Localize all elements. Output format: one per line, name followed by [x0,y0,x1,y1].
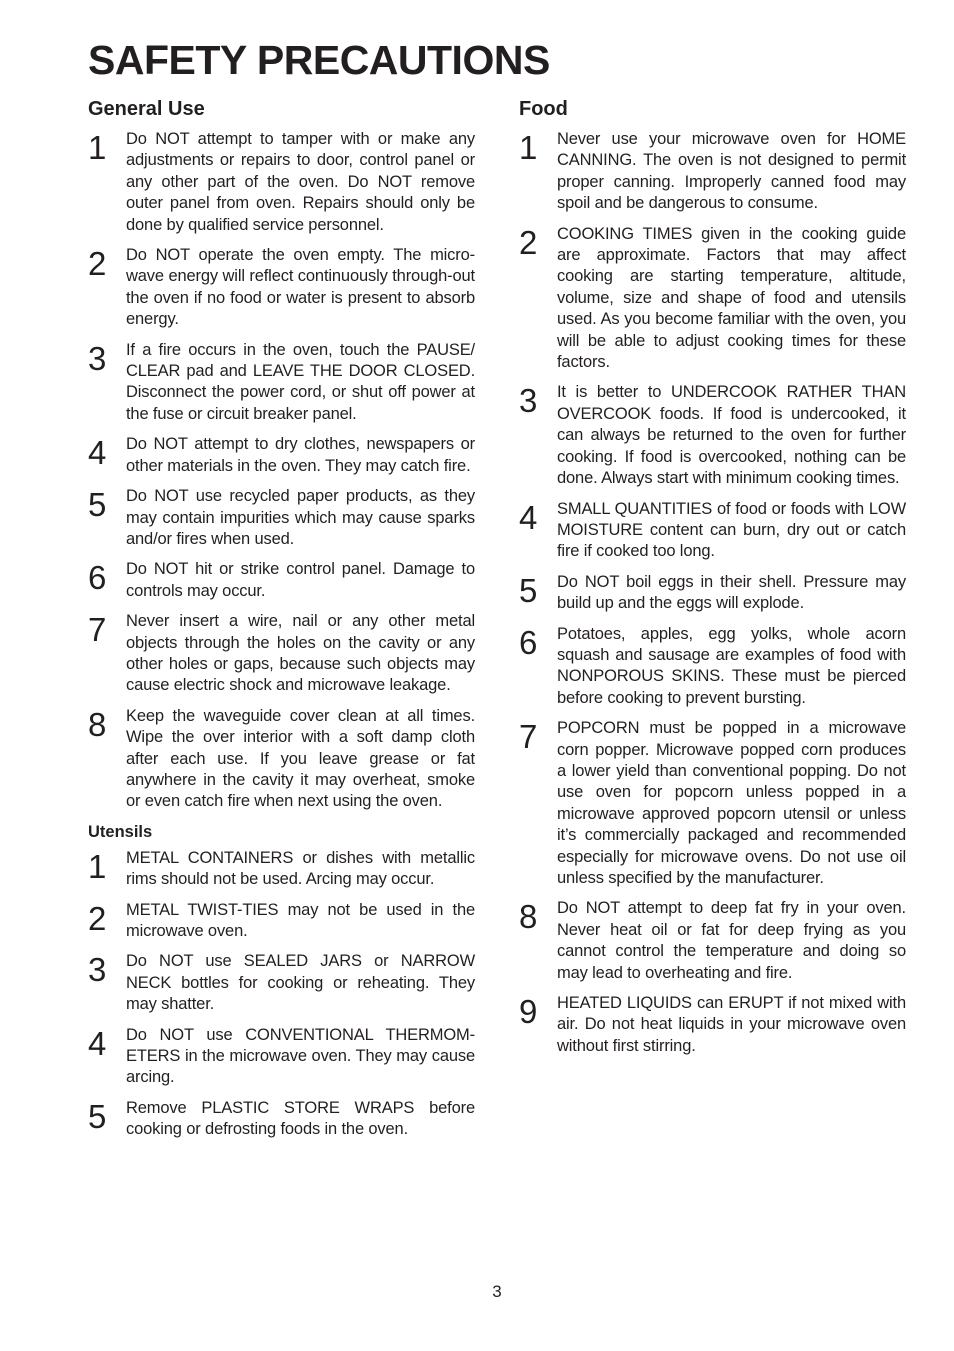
item-number: 1 [88,847,107,885]
general_use-item [88,611,475,697]
item-text: Keep the waveguide cover clean at all times. Wipe the over interior with a soft damp cloth after each use. If you leave grease or fat anywhere in the cavity it may overheat, smoke or even catch fire when next using the oven. [126,706,475,811]
item-text: METAL CONTAINERS or dishes with metallic rims should not be used. Arcing may occur. [126,848,475,889]
item-number: 4 [88,1024,107,1062]
general-use-list [88,129,475,813]
general_use-item [88,340,475,426]
item-text: Do NOT hit or strike control panel. Damage to controls may occur. [126,560,475,600]
utensils-heading: Utensils [88,822,153,841]
page-title: SAFETY PRECAUTIONS [88,37,550,83]
food-item [519,382,906,489]
item-text: It is better to UNDERCOOK RATHER THAN OVERCOOK foods. If food is undercooked, it can always be returned to the oven for further cooking. If food is overcooked, nothing can be done. Always start with minimum cooking times. [557,383,906,488]
item-number: 3 [519,382,538,420]
item-number: 2 [519,223,538,261]
left-column [88,97,475,1150]
general_use-item [88,486,475,550]
item-number: 8 [88,705,107,743]
utensils-item [88,1098,475,1141]
general_use-item [88,559,475,602]
item-number: 2 [88,245,107,283]
food-item [519,624,906,710]
item-text: COOKING TIMES given in the cooking guide are approximate. Factors that may affect cooking are starting temperature, altitude, volume, size and shape of food and utensils used. As you become familiar with the oven, you will be able to adjust cooking times for these factors. [557,224,906,372]
item-text: SMALL QUANTITIES of food or foods with LOW MOISTURE content can burn, dry out or catch fire if cooked too long. [557,499,906,561]
general_use-item [88,129,475,236]
item-number: 6 [88,559,107,597]
food-item [519,224,906,374]
general_use-item [88,434,475,477]
utensils-item [88,900,475,943]
general-use-heading: General Use [88,98,205,120]
item-number: 3 [88,339,107,377]
item-number: 7 [88,611,107,649]
food-item [519,499,906,563]
item-text: Do NOT use recycled paper products, as they may contain impurities which may cause sparks and/or fires when used. [126,487,475,548]
item-text: METAL TWIST-TIES may not be used in the microwave oven. [126,900,475,940]
food-item [519,898,906,984]
utensils-item [88,951,475,1015]
food-heading: Food [519,98,568,120]
item-text: POPCORN must be popped in a microwave corn popper. Microwave popped corn produces a lower yield than conventional popping. Do not use oven for popcorn unless popped in a microwave approved popcorn utensil or unless it’s commercially packaged and recommended especially for microwave ovens. Do not use oil unless specified by the manufacturer. [557,719,906,887]
item-text: Do NOT operate the oven empty. The micro-wave energy will reflect continuously through-out the oven if no food or water is present to absorb energy. [126,246,475,329]
item-text: Do NOT use CONVENTIONAL THERMOM-ETERS in the microwave oven. They may cause arcing. [126,1025,475,1087]
item-number: 8 [519,898,538,936]
right-column [519,97,906,1066]
item-text: Never use your microwave oven for HOME CANNING. The oven is not designed to permit proper canning. Improperly canned food may spoil and be dangerous to consume. [557,130,906,213]
utensils-item [88,848,475,891]
item-text: Do NOT attempt to tamper with or make any adjustments or repairs to door, control panel or any other part of the oven. Do NOT remove outer panel from oven. Repairs should only be done by qualified service personnel. [126,130,475,234]
item-number: 2 [88,899,107,937]
food-item [519,129,906,215]
food-item [519,572,906,615]
item-number: 5 [88,1097,107,1135]
food-item [519,718,906,889]
item-number: 9 [519,993,538,1031]
item-number: 5 [88,486,107,524]
item-number: 4 [88,434,107,472]
item-text: HEATED LIQUIDS can ERUPT if not mixed with air. Do not heat liquids in your microwave oven without first stirring. [557,994,906,1055]
item-text: Do NOT boil eggs in their shell. Pressure may build up and the eggs will explode. [557,572,906,613]
item-number: 3 [88,951,107,989]
food-item [519,993,906,1057]
page-number: 3 [492,1282,502,1301]
item-number: 6 [519,623,538,661]
utensils-list [88,848,475,1141]
item-text: Do NOT attempt to deep fat fry in your oven. Never heat oil or fat for deep frying as you cannot control the temperature and doing so may lead to overheating and fire. [557,899,906,982]
food-list [519,129,906,1057]
item-number: 4 [519,498,538,536]
item-text: If a fire occurs in the oven, touch the PAUSE/ CLEAR pad and LEAVE THE DOOR CLOSED. Disconnect the power cord, or shut off power at the fuse or circuit breaker panel. [126,340,475,423]
item-text: Do NOT attempt to dry clothes, newspapers or other materials in the oven. They may catch fire. [126,435,475,475]
item-text: Potatoes, apples, egg yolks, whole acorn squash and sausage are examples of food with NONPOROUS SKINS. These must be pierced before cooking to prevent bursting. [557,624,906,707]
item-number: 5 [519,571,538,609]
item-number: 7 [519,718,538,756]
general_use-item [88,245,475,331]
item-text: Do NOT use SEALED JARS or NARROW NECK bottles for cooking or reheating. They may shatter. [126,952,475,1014]
utensils-item [88,1025,475,1089]
item-text: Remove PLASTIC STORE WRAPS before cooking or defrosting foods in the oven. [126,1098,475,1139]
item-text: Never insert a wire, nail or any other metal objects through the holes on the cavity or any other holes or gaps, because such objects may cause electric shock and microwave leakage. [126,612,475,695]
general_use-item [88,706,475,813]
item-number: 1 [88,129,107,166]
item-number: 1 [519,129,538,166]
